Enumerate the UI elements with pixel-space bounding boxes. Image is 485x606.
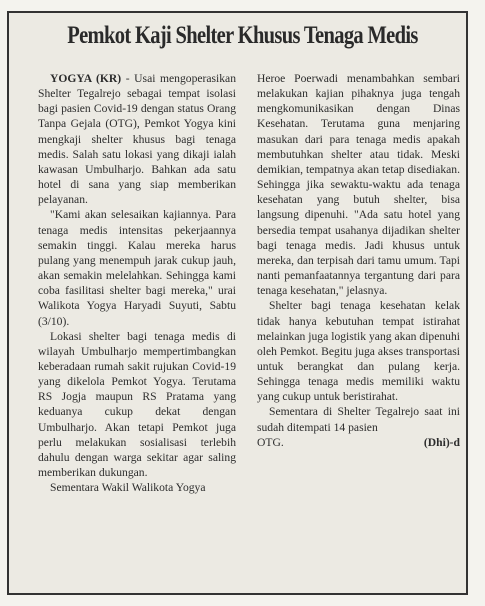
closing-text: OTG.: [257, 435, 284, 449]
dateline: YOGYA (KR): [50, 72, 122, 85]
article-column-right: [257, 71, 460, 450]
article-column-left: [38, 71, 236, 495]
closing-line: [257, 435, 460, 450]
paragraph-3: Lokasi shelter bagi tenaga medis di wilayah Umbulharjo mempertimbangkan keberadaan rumah sakit rujukan Covid-19 yang dikelola Pemkot Yogya. Terutama RS Jogja maupun RS Pratama yang keduanya cukup dekat dengan Umbulharjo. Akan tetapi Pemkot juga perlu melakukan sosialisasi terlebih dahulu dengan warga sekitar agar saling memberikan dukungan.: [38, 329, 236, 480]
author-signature: (Dhi)-d: [423, 435, 460, 449]
paragraph-1: [38, 71, 236, 207]
paragraph-7: Sementara di Shelter Tegalrejo saat ini sudah ditempati 14 pasien: [257, 405, 460, 434]
paragraph-5: Heroe Poerwadi menambahkan sembari melakukan kajian pihaknya juga tengah mengkomunikasikan dengan Dinas Kesehatan. Terutama guna menjaring masukan dari para tenaga medis apakah membutuhkan shelter atau tidak. Meski demikian, tempatnya akan tetap disediakan. Sehingga jika sewaktu-waktu ada tenaga kesehatan yang butuh shelter, bisa langsung dipenuhi. "Ada satu hotel yang bersedia tempat usahanya dijadikan shelter bagi tenaga medis. Jadi khusus untuk mereka, dan terpisah dari tamu umum. Tapi nanti pemanfaatannya tergantung dari para tenaga kesehatan," jelasnya.: [257, 72, 460, 298]
article-headline: Pemkot Kaji Shelter Khusus Tenaga Medis: [67, 22, 418, 49]
paragraph-2: "Kami akan selesaikan kajiannya. Para tenaga medis intensitas pekerjaannya semakin tinggi. Kalau mereka harus pulang yang menempuh jarak cukup jauh, akan semakin melelahkan. Sehingga kami coba fasilitasi shelter bagi mereka," urai Walikota Yogya Haryadi Suyuti, Sabtu (3/10).: [38, 208, 236, 328]
paragraph-1-text: - Usai mengoperasikan Shelter Tegalrejo sebagai tempat isolasi bagi pasien Covid-19 dengan status Orang Tanpa Gejala (OTG), Pemkot Yogya kini mengkaji shelter khusus bagi tenaga medis. Salah satu lokasi yang dikaji ialah kawasan Umbulharjo. Bahkan ada satu hotel di sana yang siap memberikan pelayanan.: [38, 72, 236, 207]
paragraph-6: Shelter bagi tenaga kesehatan kelak tidak hanya kebutuhan tempat istirahat melainkan juga logistik yang akan dipenuhi oleh Pemkot. Begitu juga akses transportasi untuk berangkat dan pulang kerja. Sehingga tenaga medis memiliki waktu yang cukup untuk beristirahat.: [257, 299, 460, 404]
paragraph-4: Sementara Wakil Walikota Yogya: [50, 481, 206, 495]
